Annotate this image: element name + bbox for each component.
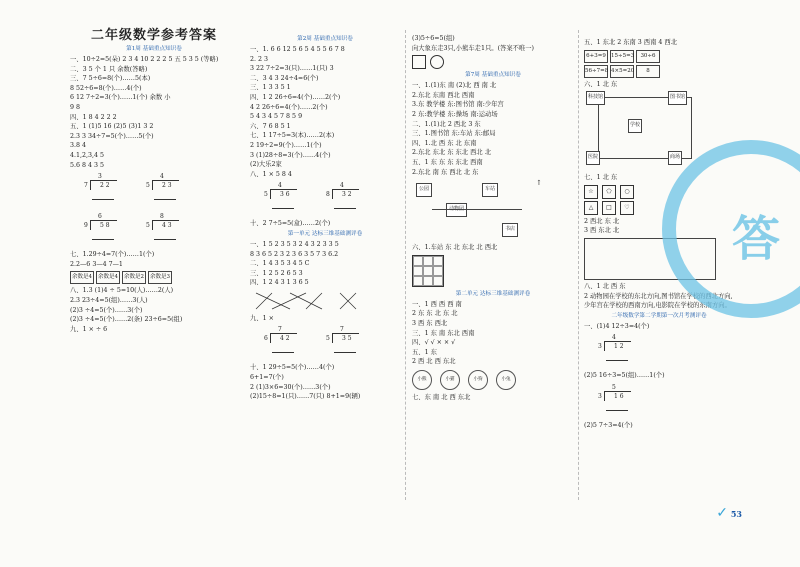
position-grid <box>412 255 444 287</box>
answer-line: 四、1.北 西 东 北 东南 <box>412 139 477 147</box>
answer-line: 2. 2 3 <box>250 55 269 63</box>
answer-line: 三、7 5÷6=8(个)……5(本) <box>70 75 151 83</box>
answer-line: 少年宫在学校的西南方向,电影院在学校的东南方向。 <box>584 302 731 310</box>
animal-face: 小猫 <box>440 370 460 390</box>
answer-line: 三、1 3 3 5 1 <box>250 84 291 92</box>
answer-line: 3 (1)28÷8=3(个)……4(个) <box>250 151 331 159</box>
answer-line: (2)5 16÷3=5(组)……1(个) <box>584 372 665 380</box>
answer-line: 3.8 4 <box>70 142 87 150</box>
answer-line: 六、1.车站 东 北 东北 北 西北 <box>412 244 498 252</box>
column-3 <box>412 0 574 557</box>
grid-cell <box>433 266 443 276</box>
square-icon: □ <box>602 201 616 215</box>
answer-line: 九、1 × <box>250 314 274 322</box>
map-node: 公园 <box>416 183 432 197</box>
grid-cell <box>413 276 423 286</box>
map-road <box>432 209 522 210</box>
section-heading: 第一单元 达标三维基础测评卷 <box>287 230 363 237</box>
long-division: 8 5 4 3 <box>146 212 182 248</box>
page-number: 53 <box>730 509 742 519</box>
answer-line: 一、1. 6 6 12 5 6 5 4 5 5 6 7 8 <box>250 46 345 53</box>
grid-cell <box>423 266 433 276</box>
long-division-row <box>584 381 734 421</box>
answer-line: (2)3 ÷4=5(个)……3(个) <box>70 306 143 314</box>
long-division: 4 5 2 3 <box>146 172 182 208</box>
answer-line: 4 2 26÷6=4(个)……2(个) <box>250 103 328 111</box>
answer-line: 3 西 东北 北 <box>584 227 620 235</box>
answer-line: 二、1 4 3 5 3 4 5 C <box>250 260 310 268</box>
answer-line: 2 东:教学楼 东:操场 南:运动场 <box>412 110 498 118</box>
answer-line: 3 西 东 西北 <box>412 319 448 327</box>
grid-cell <box>413 256 423 266</box>
grid-cell <box>413 266 423 276</box>
grid-cell <box>433 276 443 286</box>
square-icon <box>412 55 426 69</box>
answer-line: 七、1 17÷5=3(本)……2(本) <box>250 132 335 140</box>
long-division: 4 5 3 6 <box>264 181 300 217</box>
section-heading: 第1周 基础重点知识卷 <box>126 46 182 52</box>
answer-line: 一、(1)4 12÷3=4(个) <box>584 322 650 330</box>
answer-line: 2 西北 东 北 <box>584 217 620 225</box>
map-node: 医院 <box>586 151 600 165</box>
answer-line: 三、1.图书馆 东:车站 东:邮局 <box>412 130 496 138</box>
column-divider <box>578 30 579 500</box>
match-box: 余数是2 <box>122 271 146 284</box>
match-box: 余数是4 <box>70 271 94 284</box>
answer-line: 2.3 3 34÷7=5(个)……5(个) <box>70 132 154 140</box>
answer-line: 五、1 东北 2 东南 3 西南 4 西北 <box>584 39 678 46</box>
heart-icon: ♡ <box>620 201 634 215</box>
answer-line: 八、1 北 西 东 <box>584 282 626 290</box>
equation-box: 8 <box>636 65 660 78</box>
column-divider <box>405 30 406 500</box>
answer-line: 三、1 2 5 2 6 5 3 <box>250 269 303 277</box>
answer-line: 一、1 西 西 西 南 <box>412 300 462 308</box>
answer-line: 2.3 23÷4=5(组)……3(人) <box>70 296 148 304</box>
map-node: 书店 <box>502 223 518 237</box>
answer-line: 2 (1)3×6=30(个)……3(个) <box>250 383 331 391</box>
answer-line: (2)大乐2家 <box>250 161 282 169</box>
checkmark-icon: ✓ <box>716 505 728 521</box>
animal-faces <box>412 370 574 390</box>
grid-cell <box>433 256 443 266</box>
equation-boxes <box>584 65 734 78</box>
long-division: 4 8 3 2 <box>326 181 362 217</box>
star-icon: ☆ <box>584 185 598 199</box>
map-node: 图书馆 <box>668 91 687 105</box>
long-division: 5 3 1 6 <box>598 383 634 419</box>
answer-line: (2)15÷8=1(只)……7(只) 8+1=9(辆) <box>250 393 361 401</box>
answer-line: 四、1 2 26÷6=4(个)……2(个) <box>250 93 341 101</box>
circle-icon <box>430 55 444 69</box>
answer-line: 四、√ √ × × √ <box>412 339 456 347</box>
answer-line: 二、1.(1)北 2 西北 3 东 <box>412 120 481 128</box>
long-division-row <box>250 179 400 219</box>
answer-line: 七、1 北 东 <box>584 174 618 182</box>
map-node: 学校 <box>628 119 642 133</box>
answer-line: (2)5 7÷3=4(个) <box>584 421 633 429</box>
answer-line: 2.东北 东北 东 东北 西北 北 <box>412 149 491 157</box>
answer-line: 十、1 29÷5=5(个)……4(个) <box>250 364 335 372</box>
animal-face: 小狗 <box>468 370 488 390</box>
answer-line: 一、10÷2=5(朵) 2 3 4 10 2 2 2 5 五 5 3 5 (等略) <box>70 56 219 63</box>
equation-boxes <box>584 50 734 63</box>
answer-line: 二、3 5 个 1 只 余数(答略) <box>70 65 148 73</box>
watermark-glyph: 答 <box>731 211 780 267</box>
answer-line: 一、1 5 2 3 5 3 2 4 3 2 3 3 5 <box>250 240 339 248</box>
section-heading: 二年级数学第二学期第一次月考测评卷 <box>611 312 707 319</box>
answer-line: 四、1 8 4 2 2 2 <box>70 113 117 121</box>
answer-line: 四、1 2 4 3 1 3 6 5 <box>250 279 309 287</box>
map-node: 商场 <box>668 151 682 165</box>
section-heading: 第7周 基础重点知识卷 <box>465 72 521 79</box>
answer-line: 八、1 × 5 8 4 <box>250 170 292 178</box>
answer-line: (3)5÷6=5(组) <box>412 35 455 42</box>
answer-line: 2 西 北 西 东北 <box>412 358 456 366</box>
long-division: 3 7 2 2 <box>84 172 120 208</box>
answer-line: 三、1 东 南 东北 西南 <box>412 329 475 337</box>
page-title: 二年级数学参考答案 <box>90 28 217 43</box>
long-division-row <box>70 210 238 250</box>
town-diagram <box>584 91 704 171</box>
column-2 <box>250 0 400 557</box>
answer-line: 五、1 东 <box>412 348 437 356</box>
matching-lines <box>250 290 370 312</box>
answer-line: 一、1.(1)东 南 (2)北 西 南 北 <box>412 82 497 90</box>
answer-line: 4.1,2,3,4 5 <box>70 151 105 159</box>
answer-line: 六、1 北 东 <box>584 80 618 88</box>
answer-line: 2.东北 东南 西北 西南 <box>412 91 475 99</box>
grid-cell <box>423 256 433 266</box>
road-loop <box>598 97 692 159</box>
direction-map <box>412 179 542 241</box>
answer-line: 五、1 东 东 东 东北 西南 <box>412 158 483 166</box>
answer-line: 2 19÷2=9(个)……1(个) <box>250 141 322 149</box>
answer-line: 2.东北 南 东 西北 北 东 <box>412 168 479 176</box>
answer-line: 5 4 3 4 5 7 8 5 9 <box>250 113 303 121</box>
answer-line: 2.2—6 3—4 7—1 <box>70 260 123 268</box>
answer-line: 六、7 6 8 5 1 <box>250 122 291 130</box>
long-division: 6 9 5 8 <box>84 212 120 248</box>
answer-line: 8 52÷6=8(个)……4(个) <box>70 84 142 92</box>
answer-line: (2)3 ÷4=5(个)……2(条) 23÷6=5(组) <box>70 316 183 324</box>
answer-line: 2 动物园在学校的东北方向,图书馆在学校的西北方向, <box>584 292 733 300</box>
answer-line: 5.6 8 4 3 5 <box>70 161 105 169</box>
map-node: 动物园 <box>446 203 467 217</box>
column-1 <box>70 0 238 567</box>
north-arrow-icon: ↑ <box>536 179 542 188</box>
answer-line: 6 12 7÷2=3(个)……1(个) 余数 小 <box>70 94 171 102</box>
answer-line: 6+1=7(个) <box>250 374 284 382</box>
long-division-row <box>250 323 400 363</box>
map-node: 车站 <box>482 183 498 197</box>
equation-box: 4×5=20 <box>610 65 634 78</box>
long-division: 4 3 1 2 <box>598 333 634 369</box>
answer-line: 9 8 <box>70 103 81 111</box>
equation-box: 56÷7=8 <box>584 65 608 78</box>
long-division: 7 6 4 2 <box>264 325 300 361</box>
circle-icon: ○ <box>620 185 634 199</box>
section-heading: 第二单元 达标三维基础测评卷 <box>455 290 531 297</box>
map-node: 科技馆 <box>586 91 605 105</box>
answer-line: 3 22 7÷2=3(只)……1(只) 3 <box>250 65 334 73</box>
long-division: 7 5 3 5 <box>326 325 362 361</box>
answer-line: 五、1 (1)5 16 (2)5 (3)1 3 2 <box>70 123 154 131</box>
pentagon-icon: ⬠ <box>602 185 616 199</box>
equation-box: 30÷6 <box>636 50 660 63</box>
grid-cell <box>423 276 433 286</box>
match-box: 余数是4 <box>96 271 120 284</box>
equation-box: 6+3=9 <box>584 50 608 63</box>
long-division-row <box>584 331 734 371</box>
answer-line: 九、1 × ÷ 6 <box>70 325 108 333</box>
answer-line: 8 3 6 5 2 3 2 3 6 3 5 7 3 6.2 <box>250 250 339 258</box>
animal-face: 小兔 <box>496 370 516 390</box>
answer-line: 七、东 南 北 西 东北 <box>412 393 471 401</box>
answer-line: 十、2 7÷5=5(盒)……2(个) <box>250 220 331 228</box>
answer-line: 七、1.29÷4=7(个)……1(个) <box>70 251 155 259</box>
answer-line: 八、1.3 (1)4 ÷ 5=10(人)……2(人) <box>70 287 174 295</box>
answer-line: 向大象东走3只,小熊车走1只。(答案不唯一) <box>412 44 534 52</box>
triangle-icon: △ <box>584 201 598 215</box>
match-box: 余数是3 <box>148 271 172 284</box>
answer-line: 2 东 东 北 东 北 <box>412 310 458 318</box>
match-boxes <box>70 271 238 284</box>
animal-face: 小熊 <box>412 370 432 390</box>
answer-line: 3.东 教学楼 东:图书馆 南:少年宫 <box>412 101 504 109</box>
section-heading: 第2周 基础重点知识卷 <box>297 36 353 42</box>
long-division-row <box>70 170 238 210</box>
equation-box: 15÷5=3 <box>610 50 634 63</box>
answer-line: 二、3 4 3 24÷4=6(个) <box>250 74 319 82</box>
shape-row <box>412 55 574 69</box>
